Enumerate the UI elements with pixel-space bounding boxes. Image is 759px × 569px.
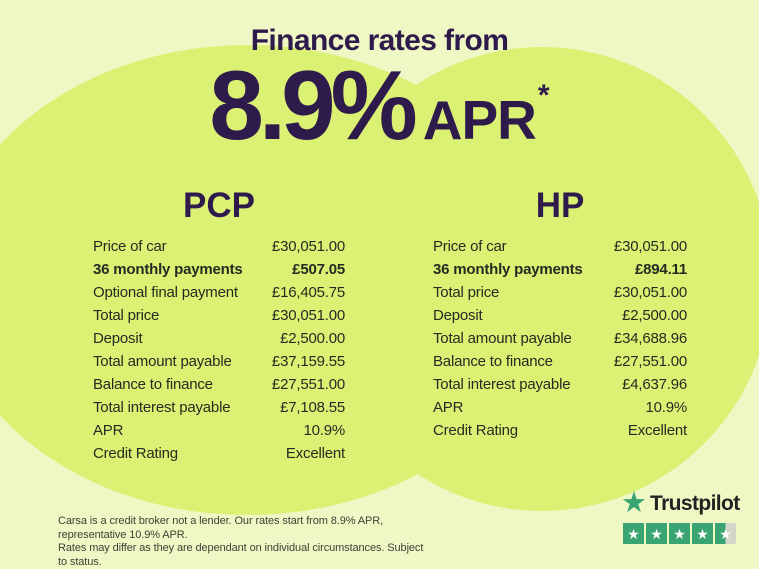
star-box-full bbox=[646, 523, 667, 544]
star-box-full bbox=[623, 523, 644, 544]
star-box-full bbox=[692, 523, 713, 544]
star-icon: ★ bbox=[627, 525, 640, 542]
row-value: £30,051.00 bbox=[613, 284, 687, 301]
table-row bbox=[433, 396, 687, 419]
row-value: 10.9% bbox=[303, 422, 345, 439]
table-row bbox=[93, 373, 345, 396]
table-row bbox=[93, 442, 345, 465]
row-value: £7,108.55 bbox=[280, 399, 345, 416]
row-label: Total price bbox=[93, 307, 160, 324]
row-value: £37,159.55 bbox=[271, 353, 345, 370]
row-value: £30,051.00 bbox=[271, 238, 345, 255]
row-label: Total interest payable bbox=[433, 376, 571, 393]
row-value: 10.9% bbox=[645, 399, 687, 416]
legal-disclaimer bbox=[58, 515, 426, 569]
table-row bbox=[93, 327, 345, 350]
table-row bbox=[433, 419, 687, 442]
pcp-title: PCP bbox=[183, 186, 255, 225]
table-row bbox=[433, 281, 687, 304]
row-value: £2,500.00 bbox=[280, 330, 345, 347]
row-label: APR bbox=[433, 399, 464, 416]
star-icon: ★ bbox=[673, 525, 686, 542]
trustpilot-logo bbox=[621, 489, 751, 518]
row-label: Price of car bbox=[433, 238, 507, 255]
trustpilot-star-icon: ★ bbox=[621, 487, 647, 519]
row-value: Excellent bbox=[627, 422, 687, 439]
row-value: £16,405.75 bbox=[271, 284, 345, 301]
row-label: Total amount payable bbox=[433, 330, 572, 347]
rate-unit: APR bbox=[422, 89, 536, 151]
star-box-half bbox=[715, 523, 736, 544]
row-label: Total price bbox=[433, 284, 500, 301]
table-row bbox=[93, 235, 345, 258]
row-value: £4,637.96 bbox=[622, 376, 687, 393]
hp-title: HP bbox=[535, 186, 585, 225]
row-label: Credit Rating bbox=[433, 422, 518, 439]
star-icon: ★ bbox=[719, 525, 732, 542]
table-row bbox=[433, 350, 687, 373]
row-value: £894.11 bbox=[635, 261, 687, 278]
trustpilot-rating-stars bbox=[623, 523, 751, 544]
row-label: 36 monthly payments bbox=[93, 261, 243, 278]
table-row bbox=[433, 327, 687, 350]
rate-asterisk: * bbox=[537, 79, 550, 112]
star-icon: ★ bbox=[650, 525, 663, 542]
row-label: Total interest payable bbox=[93, 399, 231, 416]
disclaimer-line-2: Rates may differ as they are dependant on individual circumstances. Subject to status. bbox=[58, 542, 424, 568]
row-label: Price of car bbox=[93, 238, 167, 255]
trustpilot-widget bbox=[621, 489, 751, 544]
row-label: Deposit bbox=[93, 330, 143, 347]
row-value: £27,551.00 bbox=[613, 353, 687, 370]
row-label: Total amount payable bbox=[93, 353, 232, 370]
table-row bbox=[93, 419, 345, 442]
row-label: Balance to finance bbox=[433, 353, 553, 370]
star-icon: ★ bbox=[696, 525, 709, 542]
row-value: £30,051.00 bbox=[271, 307, 345, 324]
row-label: Credit Rating bbox=[93, 445, 178, 462]
table-row bbox=[433, 258, 687, 281]
row-value: £2,500.00 bbox=[622, 307, 687, 324]
headline-rate bbox=[0, 50, 759, 160]
hp-table bbox=[433, 188, 687, 442]
table-row bbox=[93, 281, 345, 304]
table-row bbox=[93, 258, 345, 281]
trustpilot-wordmark: Trustpilot bbox=[650, 491, 740, 515]
row-value: £507.05 bbox=[292, 261, 345, 278]
row-value: Excellent bbox=[285, 445, 345, 462]
star-box-full bbox=[669, 523, 690, 544]
row-label: APR bbox=[93, 422, 124, 439]
table-row bbox=[93, 350, 345, 373]
row-value: £30,051.00 bbox=[613, 238, 687, 255]
table-row bbox=[93, 304, 345, 327]
row-label: Optional final payment bbox=[93, 284, 238, 301]
disclaimer-line-1: Carsa is a credit broker not a lender. Our rates start from 8.9% APR, representative 10.9% APR. bbox=[58, 515, 384, 541]
table-row bbox=[433, 373, 687, 396]
table-row bbox=[433, 304, 687, 327]
table-row bbox=[433, 235, 687, 258]
banner-title: Finance rates from bbox=[250, 24, 509, 57]
row-label: Deposit bbox=[433, 307, 483, 324]
row-label: Balance to finance bbox=[93, 376, 213, 393]
table-row bbox=[93, 396, 345, 419]
rate-value: 8.9% bbox=[209, 50, 413, 160]
row-value: £27,551.00 bbox=[271, 376, 345, 393]
row-label: 36 monthly payments bbox=[433, 261, 583, 278]
pcp-table bbox=[93, 188, 345, 465]
row-value: £34,688.96 bbox=[613, 330, 687, 347]
